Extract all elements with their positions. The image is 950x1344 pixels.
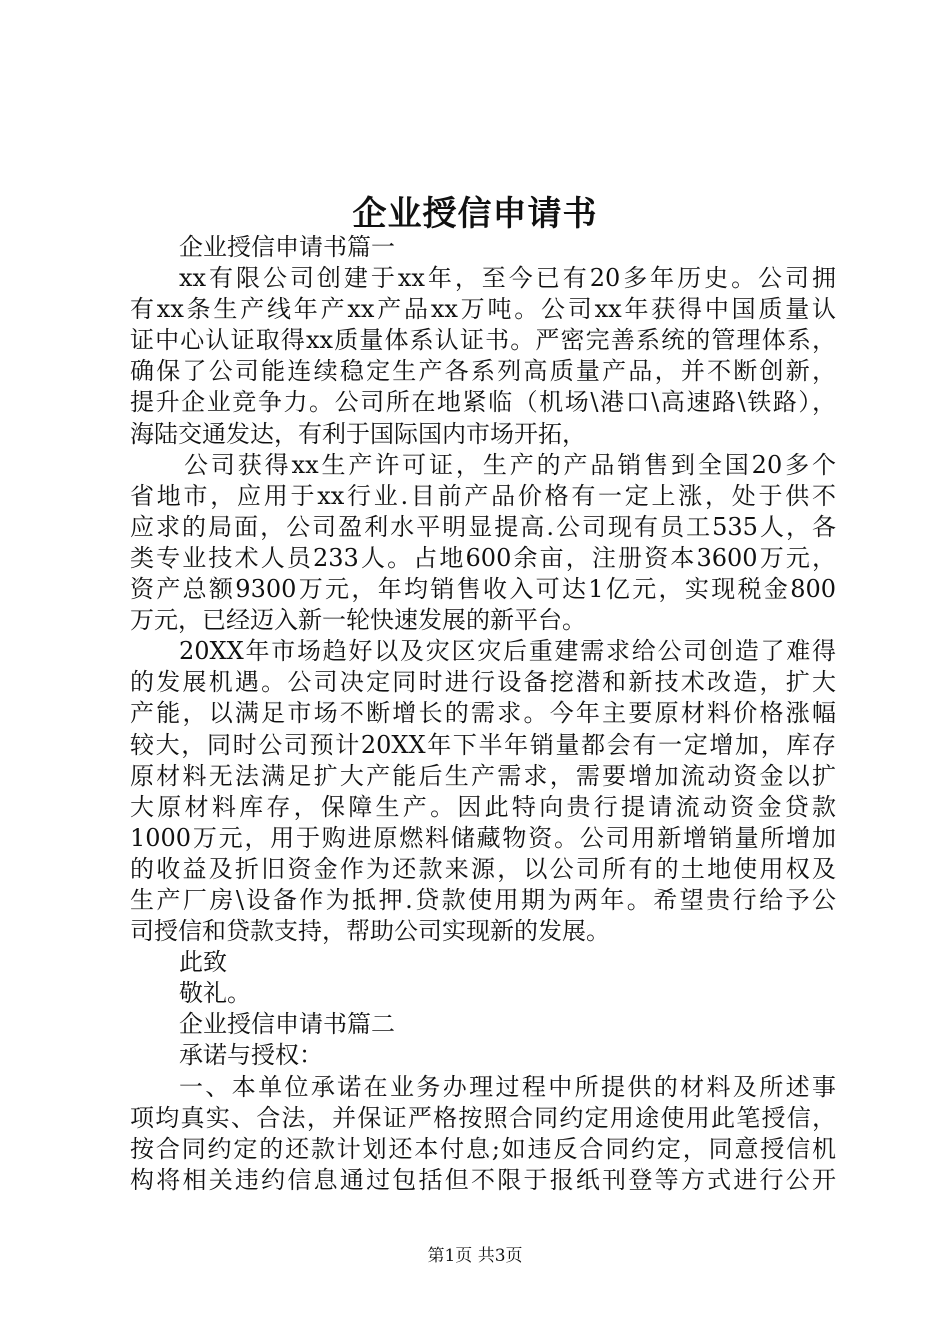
body-line: 企业授信申请书篇一: [179, 233, 395, 261]
body-line: 海陆交通发达，有利于国际国内市场开拓，: [130, 419, 586, 448]
document-body: [130, 232, 836, 1196]
body-line: 较大，同时公司预计20XX年下半年销量都会有一定增加，库存: [130, 730, 836, 759]
body-line: 有xx条生产线年产xx产品xx万吨。公司xx年获得中国质量认: [130, 295, 836, 324]
body-line: 原材料无法满足扩大产能后生产需求，需要增加流动资金以扩: [130, 761, 836, 790]
body-line: 生产厂房\设备作为抵押.贷款使用期为两年。希望贵行给予公: [130, 885, 836, 914]
body-line: 确保了公司能连续稳定生产各系列高质量产品，并不断创新，: [130, 357, 836, 386]
body-line: 按合同约定的还款计划还本付息;如违反合同约定，同意授信机: [130, 1134, 836, 1163]
body-line: 司授信和贷款支持，帮助公司实现新的发展。: [130, 917, 610, 946]
body-line: 公司获得xx生产许可证，生产的产品销售到全国20多个: [184, 450, 836, 479]
body-line: 万元，已经迈入新一轮快速发展的新平台。: [130, 606, 586, 635]
body-line: 的收益及折旧资金作为还款来源，以公司所有的土地使用权及: [130, 854, 836, 883]
body-line: 此致: [179, 948, 227, 977]
body-line: 省地市，应用于xx行业.目前产品价格有一定上涨，处于供不: [130, 481, 836, 510]
body-line: 20XX年市场趋好以及灾区灾后重建需求给公司创造了难得: [179, 637, 836, 666]
body-line: 大原材料库存，保障生产。因此特向贵行提请流动资金贷款: [130, 792, 836, 821]
body-line: 敬礼。: [179, 979, 251, 1008]
body-line: 企业授信申请书篇二: [179, 1010, 395, 1039]
body-line: 构将相关违约信息通过包括但不限于报纸刊登等方式进行公开: [130, 1165, 836, 1194]
document-title: 企业授信申请书: [352, 194, 598, 234]
body-line: xx有限公司创建于xx年，至今已有20多年历史。公司拥: [179, 264, 836, 293]
body-line: 资产总额9300万元，年均销售收入可达1亿元，实现税金800: [130, 575, 836, 604]
body-line: 项均真实、合法，并保证严格按照合同约定用途使用此笔授信，: [130, 1103, 836, 1132]
body-line: 一、本单位承诺在业务办理过程中所提供的材料及所述事: [179, 1072, 836, 1101]
body-line: 的发展机遇。公司决定同时进行设备挖潜和新技术改造，扩大: [130, 668, 836, 697]
body-line: 类专业技术人员233人。占地600余亩，注册资本3600万元，: [130, 543, 836, 572]
body-line: 提升企业竞争力。公司所在地紧临（机场\港口\高速路\铁路），: [130, 388, 836, 417]
body-line: 1000万元，用于购进原燃料储藏物资。公司用新增销量所增加: [130, 823, 836, 852]
page-number-footer: 第1页 共3页: [427, 1246, 523, 1266]
body-line: 证中心认证取得xx质量体系认证书。严密完善系统的管理体系，: [130, 326, 836, 355]
body-line: 承诺与授权：: [179, 1041, 323, 1070]
body-line: 产能，以满足市场不断增长的需求。今年主要原材料价格涨幅: [130, 699, 836, 728]
body-line: 应求的局面，公司盈利水平明显提高.公司现有员工535人，各: [130, 512, 836, 541]
